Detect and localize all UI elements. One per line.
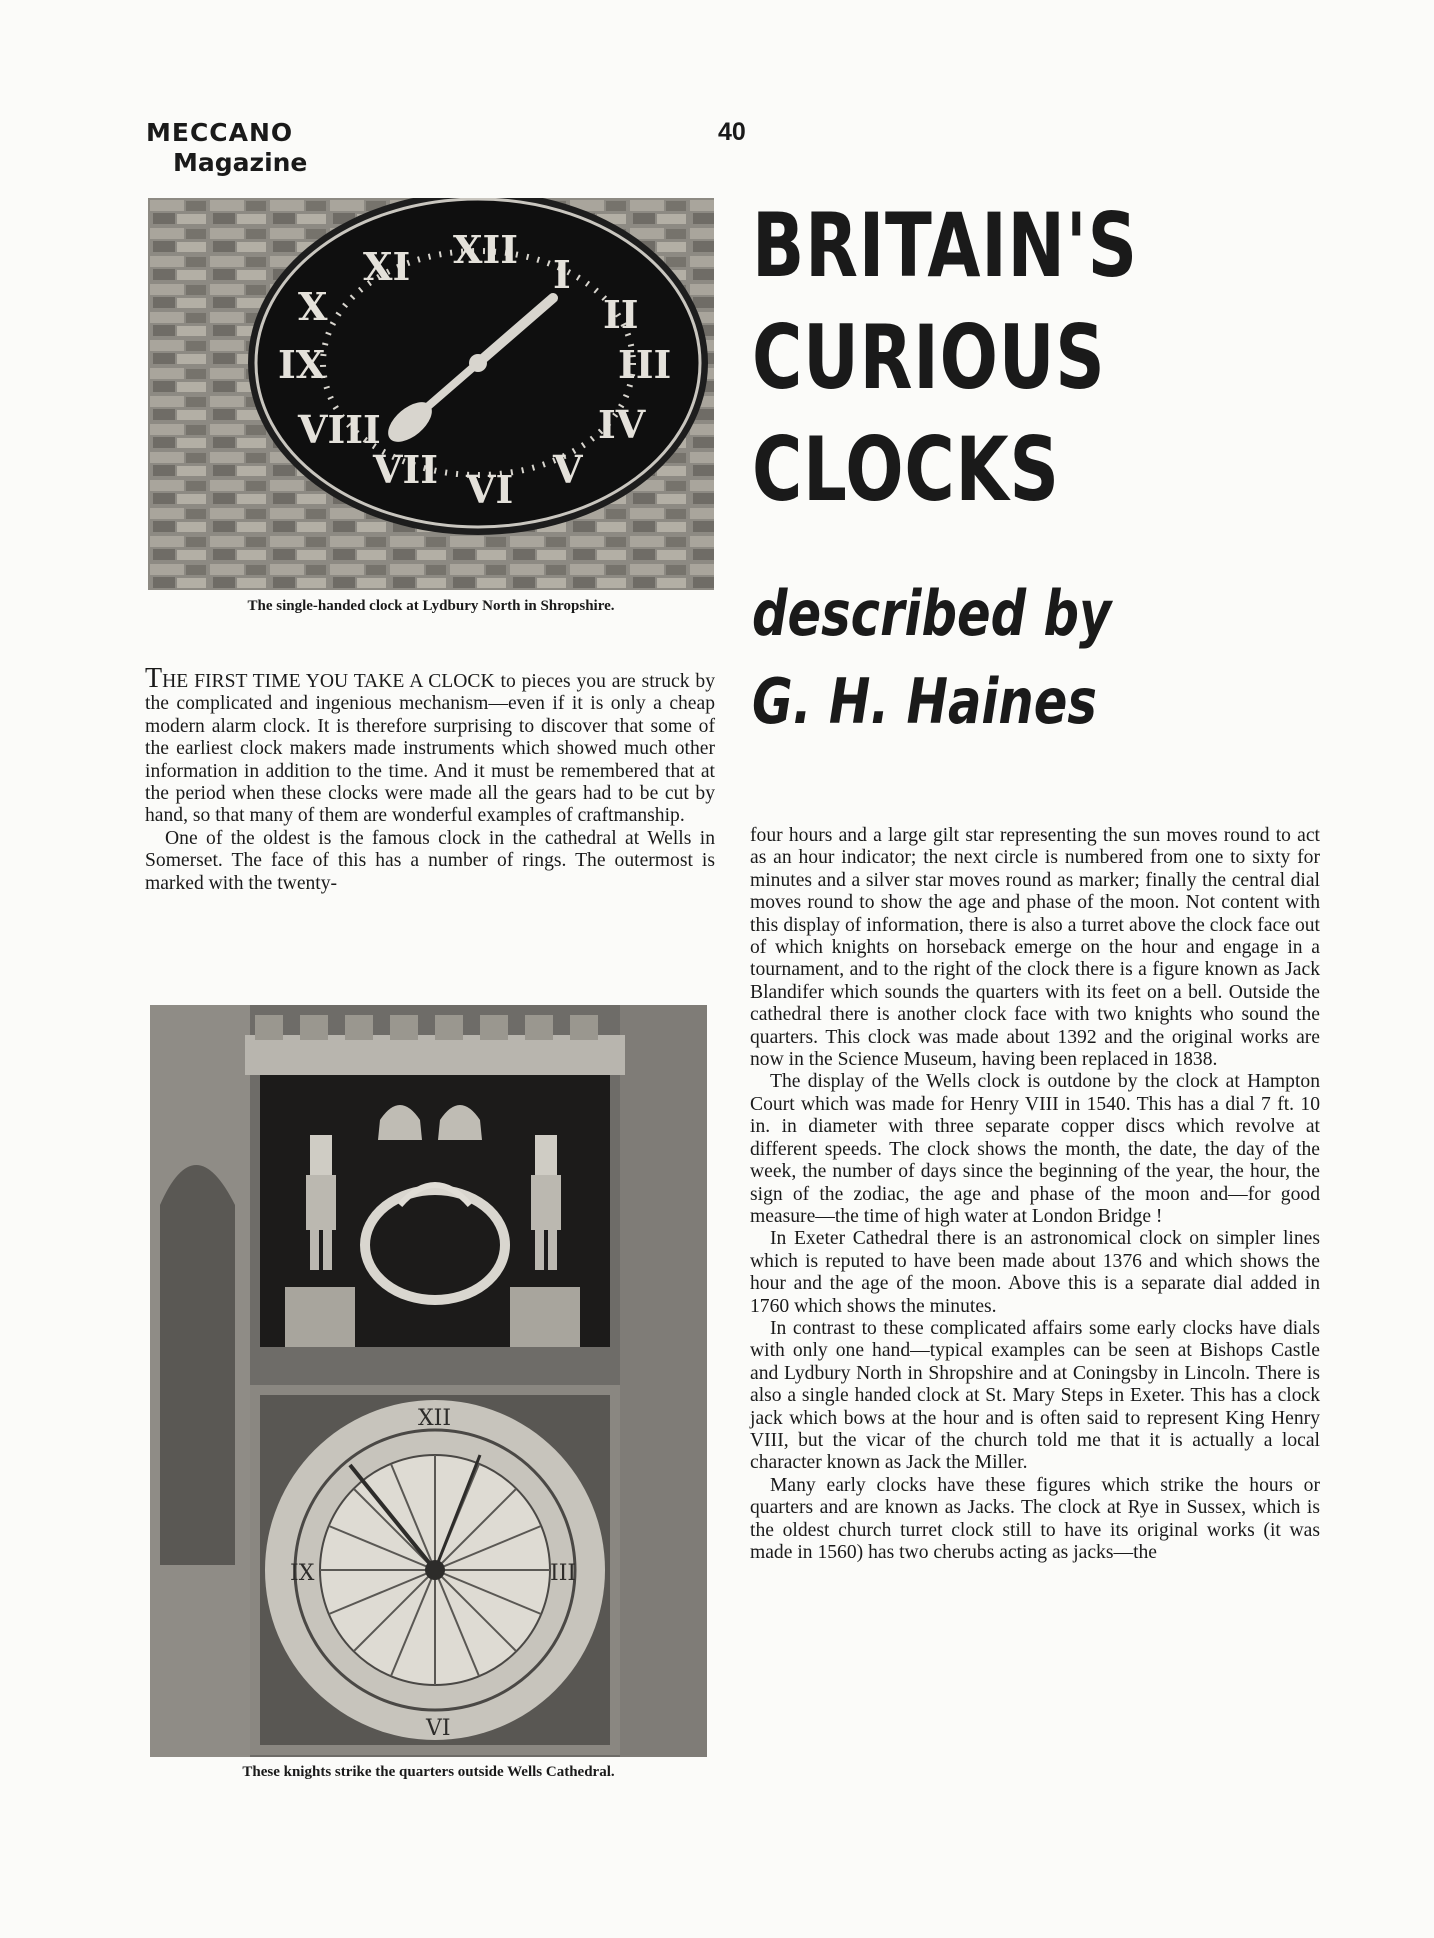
svg-text:VIII: VIII	[298, 407, 381, 452]
page-number: 40	[718, 118, 746, 146]
lydbury-clock-photo	[148, 198, 714, 590]
title-line-3: CLOCKS	[752, 418, 1060, 521]
article-paragraph: THE FIRST TIME YOU TAKE A CLOCK to pieces you are struck by the complicated and ingenious mechanism—even if it is only a cheap modern alarm clock. It is therefore surprising to discover that some of the earliest clock makers made instruments which showed much other information in addition to the time. And it must be remembered that at the period when these clocks were made all the gears had to be cut by hand, so that many of them are wonderful examples of craftmanship.	[145, 663, 715, 827]
article-title	[752, 190, 1138, 526]
masthead-title: MECCANO	[146, 118, 294, 147]
article-paragraph: In Exeter Cathedral there is an astronomical clock on simpler lines which is reputed to have been made about 1376 and which shows the hour and the age of the moon. Above this is a separate dial added in 1760 which shows the minutes.	[750, 1228, 1320, 1317]
title-line-2: CURIOUS	[752, 306, 1106, 409]
article-paragraph: four hours and a large gilt star representing the sun moves round to act as an hour indicator; the next circle is numbered from one to sixty for minutes and a silver star moves round as marker; finally the central dial moves round to show the age and phase of the moon. Not content with this display of information, there is also a turret above the clock face out of which knights on horseback emerge on the hour and engage in a tournament, and to the right of the clock there is a figure known as Jack Blandifer which sounds the quarters with its feet on a bell. Outside the cathedral there is another clock face with two knights who sound the quarters. This clock was made about 1392 and the original works are now in the Science Museum, having been replaced in 1838.	[750, 825, 1320, 1071]
svg-text:II: II	[603, 292, 639, 337]
svg-text:X: X	[298, 284, 328, 329]
svg-text:I: I	[553, 252, 571, 297]
byline-line-1: described by	[752, 577, 1112, 650]
svg-text:VII: VII	[373, 447, 439, 492]
svg-text:IV: IV	[598, 402, 646, 447]
lydbury-clock-illustration	[148, 198, 714, 590]
masthead	[146, 118, 307, 178]
masthead-subtitle: Magazine	[173, 148, 308, 177]
svg-text:III: III	[618, 342, 672, 387]
article-paragraph: Many early clocks have these figures which strike the hours or quarters and are known as Jacks. The clock at Rye in Sussex, which is the oldest church turret clock still to have its original works (it was made in 1560) has two cherubs acting as jacks—the	[750, 1474, 1320, 1563]
svg-text:XI: XI	[363, 244, 411, 289]
wells-clock-photo	[150, 1005, 707, 1757]
drop-cap: T	[145, 663, 163, 694]
title-line-1: BRITAIN'S	[752, 194, 1138, 297]
wells-clock-illustration	[150, 1005, 707, 1757]
svg-text:IX: IX	[290, 1561, 315, 1586]
svg-text:V: V	[553, 447, 583, 492]
svg-text:VI: VI	[426, 1716, 451, 1741]
svg-text:IX: IX	[278, 342, 326, 387]
article-paragraph: In contrast to these complicated affairs some early clocks have dials with only one hand—typical examples can be seen at Bishops Castle and Lydbury North in Shropshire and at Coningsby in Lincoln. There is also a single handed clock at St. Mary Steps in Exeter. This has a clock jack which bows at the hour and is often said to represent King Henry VIII, but the vicar of the church told me that it is actually a local character known as Jack the Miller.	[750, 1317, 1320, 1474]
byline-author: G. H. Haines	[752, 665, 1097, 738]
lydbury-clock-caption: The single-handed clock at Lydbury North in Shropshire.	[247, 598, 615, 614]
article-column-left	[145, 663, 715, 895]
article-column-right	[750, 825, 1320, 1564]
article-paragraph: The display of the Wells clock is outdone by the clock at Hampton Court which was made for Henry VIII in 1540. This has a dial 7 ft. 10 in. in diameter with three separate copper discs which revolve at different speeds. The clock shows the month, the date, the day of the week, the number of days since the beginning of the year, the hour, the sign of the zodiac, the age and phase of the moon and—for good measure—the time of high water at London Bridge !	[750, 1071, 1320, 1227]
svg-text:XII: XII	[453, 227, 519, 272]
byline	[752, 570, 1111, 746]
svg-text:XII: XII	[418, 1406, 452, 1431]
wells-clock-caption: These knights strike the quarters outside Wells Cathedral.	[242, 1764, 615, 1780]
svg-text:III: III	[550, 1561, 577, 1586]
svg-text:VI: VI	[466, 467, 514, 512]
article-paragraph: One of the oldest is the famous clock in the cathedral at Wells in Somerset. The face of this has a number of rings. The outermost is marked with the twenty-	[145, 827, 715, 894]
